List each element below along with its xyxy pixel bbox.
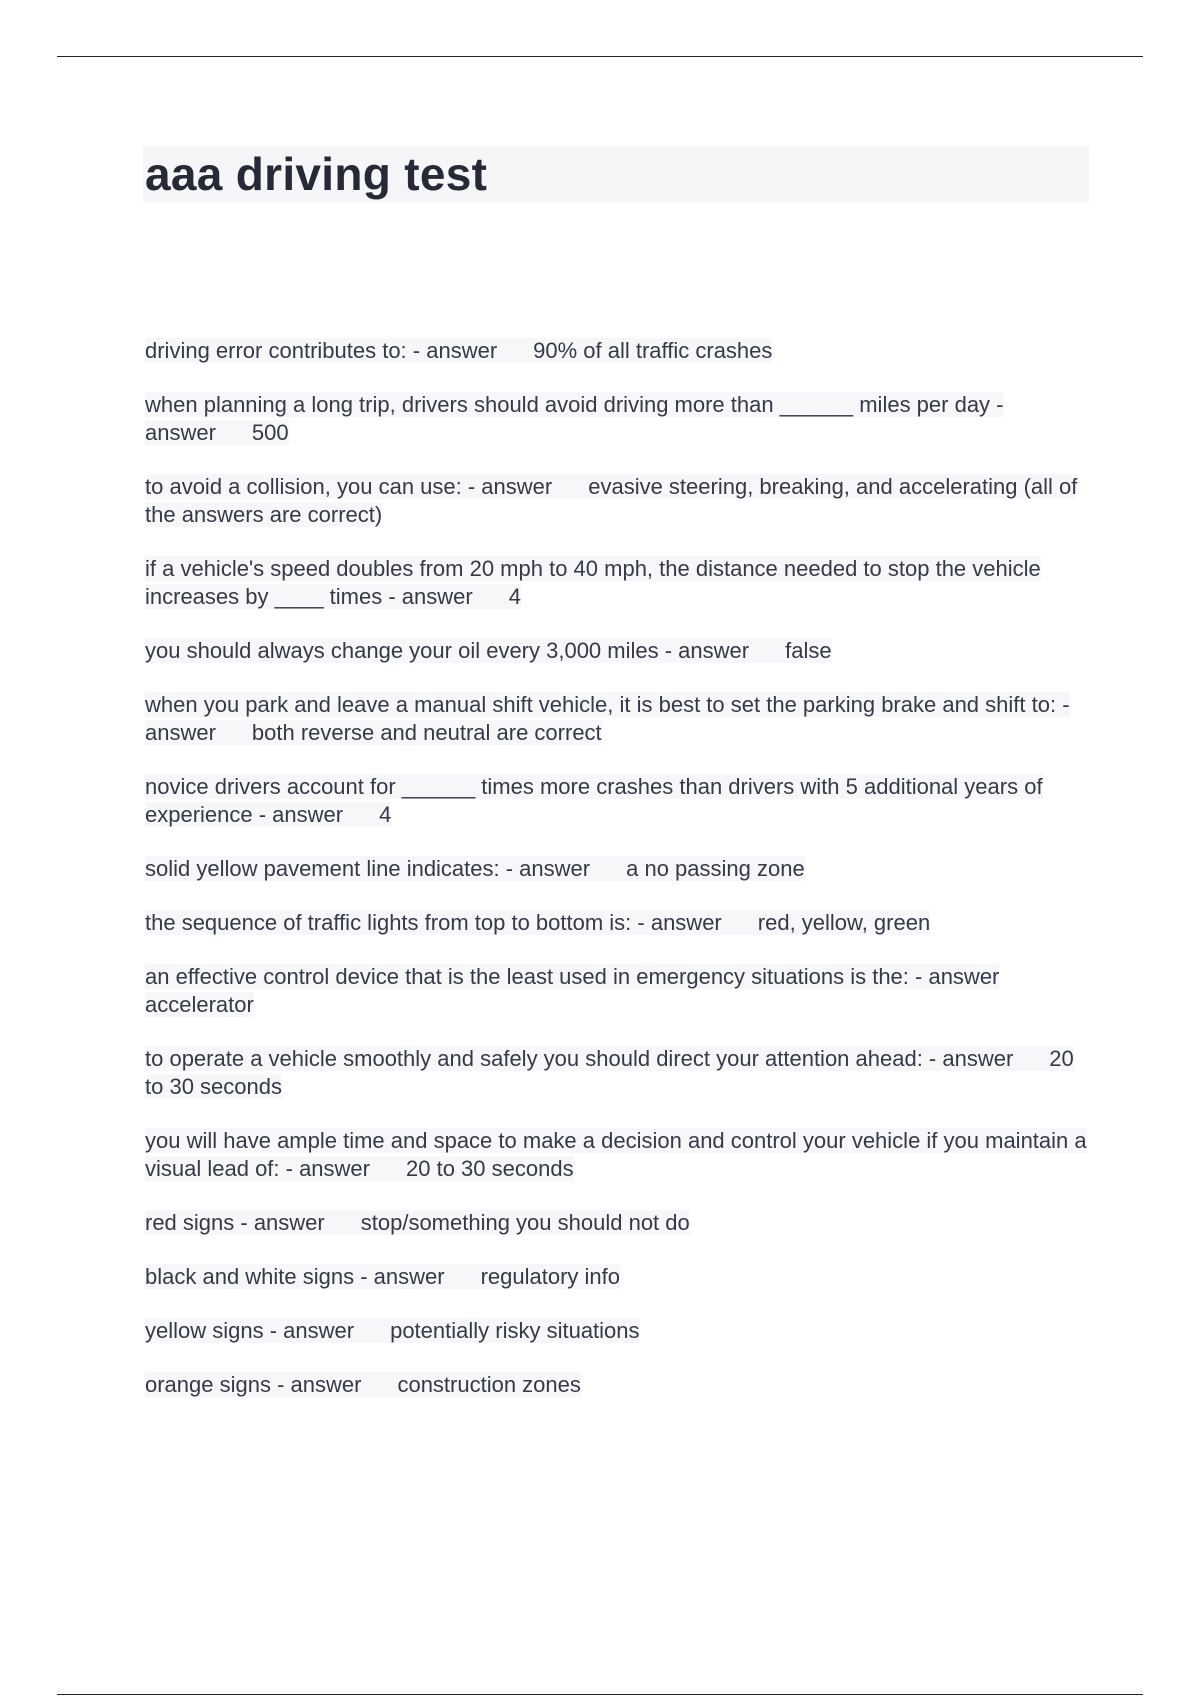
qa-answer: 90% of all traffic crashes [533, 338, 773, 363]
qa-question: orange signs - answer [145, 1372, 362, 1397]
qa-question: red signs - answer [145, 1210, 325, 1235]
qa-answer: 20 to 30 seconds [145, 1046, 1074, 1099]
qa-item [145, 1317, 1095, 1345]
qa-answer: false [785, 638, 832, 663]
qa-answer: regulatory info [480, 1264, 621, 1289]
qa-item [145, 1371, 1095, 1399]
qa-answer: evasive steering, breaking, and accelerating (all of the answers are correct) [145, 474, 1078, 527]
qa-item [145, 963, 1095, 1019]
qa-question: you should always change your oil every 3,000 miles - answer [145, 638, 750, 663]
qa-item [145, 637, 1095, 665]
qa-answer: accelerator [145, 992, 254, 1017]
qa-question: the sequence of traffic lights from top to bottom is: - answer [145, 910, 722, 935]
qa-answer: potentially risky situations [390, 1318, 640, 1343]
qa-question: black and white signs - answer [145, 1264, 445, 1289]
qa-item [145, 1263, 1095, 1291]
qa-item [145, 855, 1095, 883]
qa-item [145, 391, 1095, 447]
qa-item [145, 909, 1095, 937]
qa-item [145, 473, 1095, 529]
qa-answer: 500 [251, 420, 289, 445]
qa-item [145, 773, 1095, 829]
bottom-rule [57, 1694, 1143, 1695]
qa-question: yellow signs - answer [145, 1318, 355, 1343]
qa-question: novice drivers account for ______ times more crashes than drivers with 5 additional years of experience - answer [145, 774, 1043, 827]
top-rule [57, 56, 1143, 57]
qa-question: you will have ample time and space to make a decision and control your vehicle if you maintain a visual lead of: - answer [145, 1128, 1087, 1181]
qa-answer: 4 [508, 584, 521, 609]
qa-answer: 20 to 30 seconds [406, 1156, 574, 1181]
qa-question: to operate a vehicle smoothly and safely you should direct your attention ahead: - answer [145, 1046, 1014, 1071]
qa-question: an effective control device that is the least used in emergency situations is the: - answer [145, 964, 1000, 989]
qa-answer: a no passing zone [626, 856, 805, 881]
qa-item [145, 1209, 1095, 1237]
qa-item [145, 337, 1095, 365]
qa-answer: both reverse and neutral are correct [251, 720, 602, 745]
qa-answer: red, yellow, green [757, 910, 931, 935]
document-title: aaa driving test [145, 148, 488, 200]
qa-question: to avoid a collision, you can use: - answer [145, 474, 553, 499]
qa-question: driving error contributes to: - answer [145, 338, 498, 363]
qa-answer: construction zones [397, 1372, 581, 1397]
qa-question: if a vehicle's speed doubles from 20 mph to 40 mph, the distance needed to stop the vehicle increases by ____ times - answer [145, 556, 1041, 609]
qa-list [145, 337, 1095, 1425]
qa-question: solid yellow pavement line indicates: - answer [145, 856, 591, 881]
qa-item [145, 1045, 1095, 1101]
qa-answer: stop/something you should not do [360, 1210, 690, 1235]
qa-question: when you park and leave a manual shift vehicle, it is best to set the parking brake and shift to: - answer [145, 692, 1070, 745]
qa-item [145, 1127, 1095, 1183]
qa-item [145, 691, 1095, 747]
qa-answer: 4 [379, 802, 392, 827]
qa-item [145, 555, 1095, 611]
qa-question: when planning a long trip, drivers should avoid driving more than ______ miles per day - answer [145, 392, 1004, 445]
